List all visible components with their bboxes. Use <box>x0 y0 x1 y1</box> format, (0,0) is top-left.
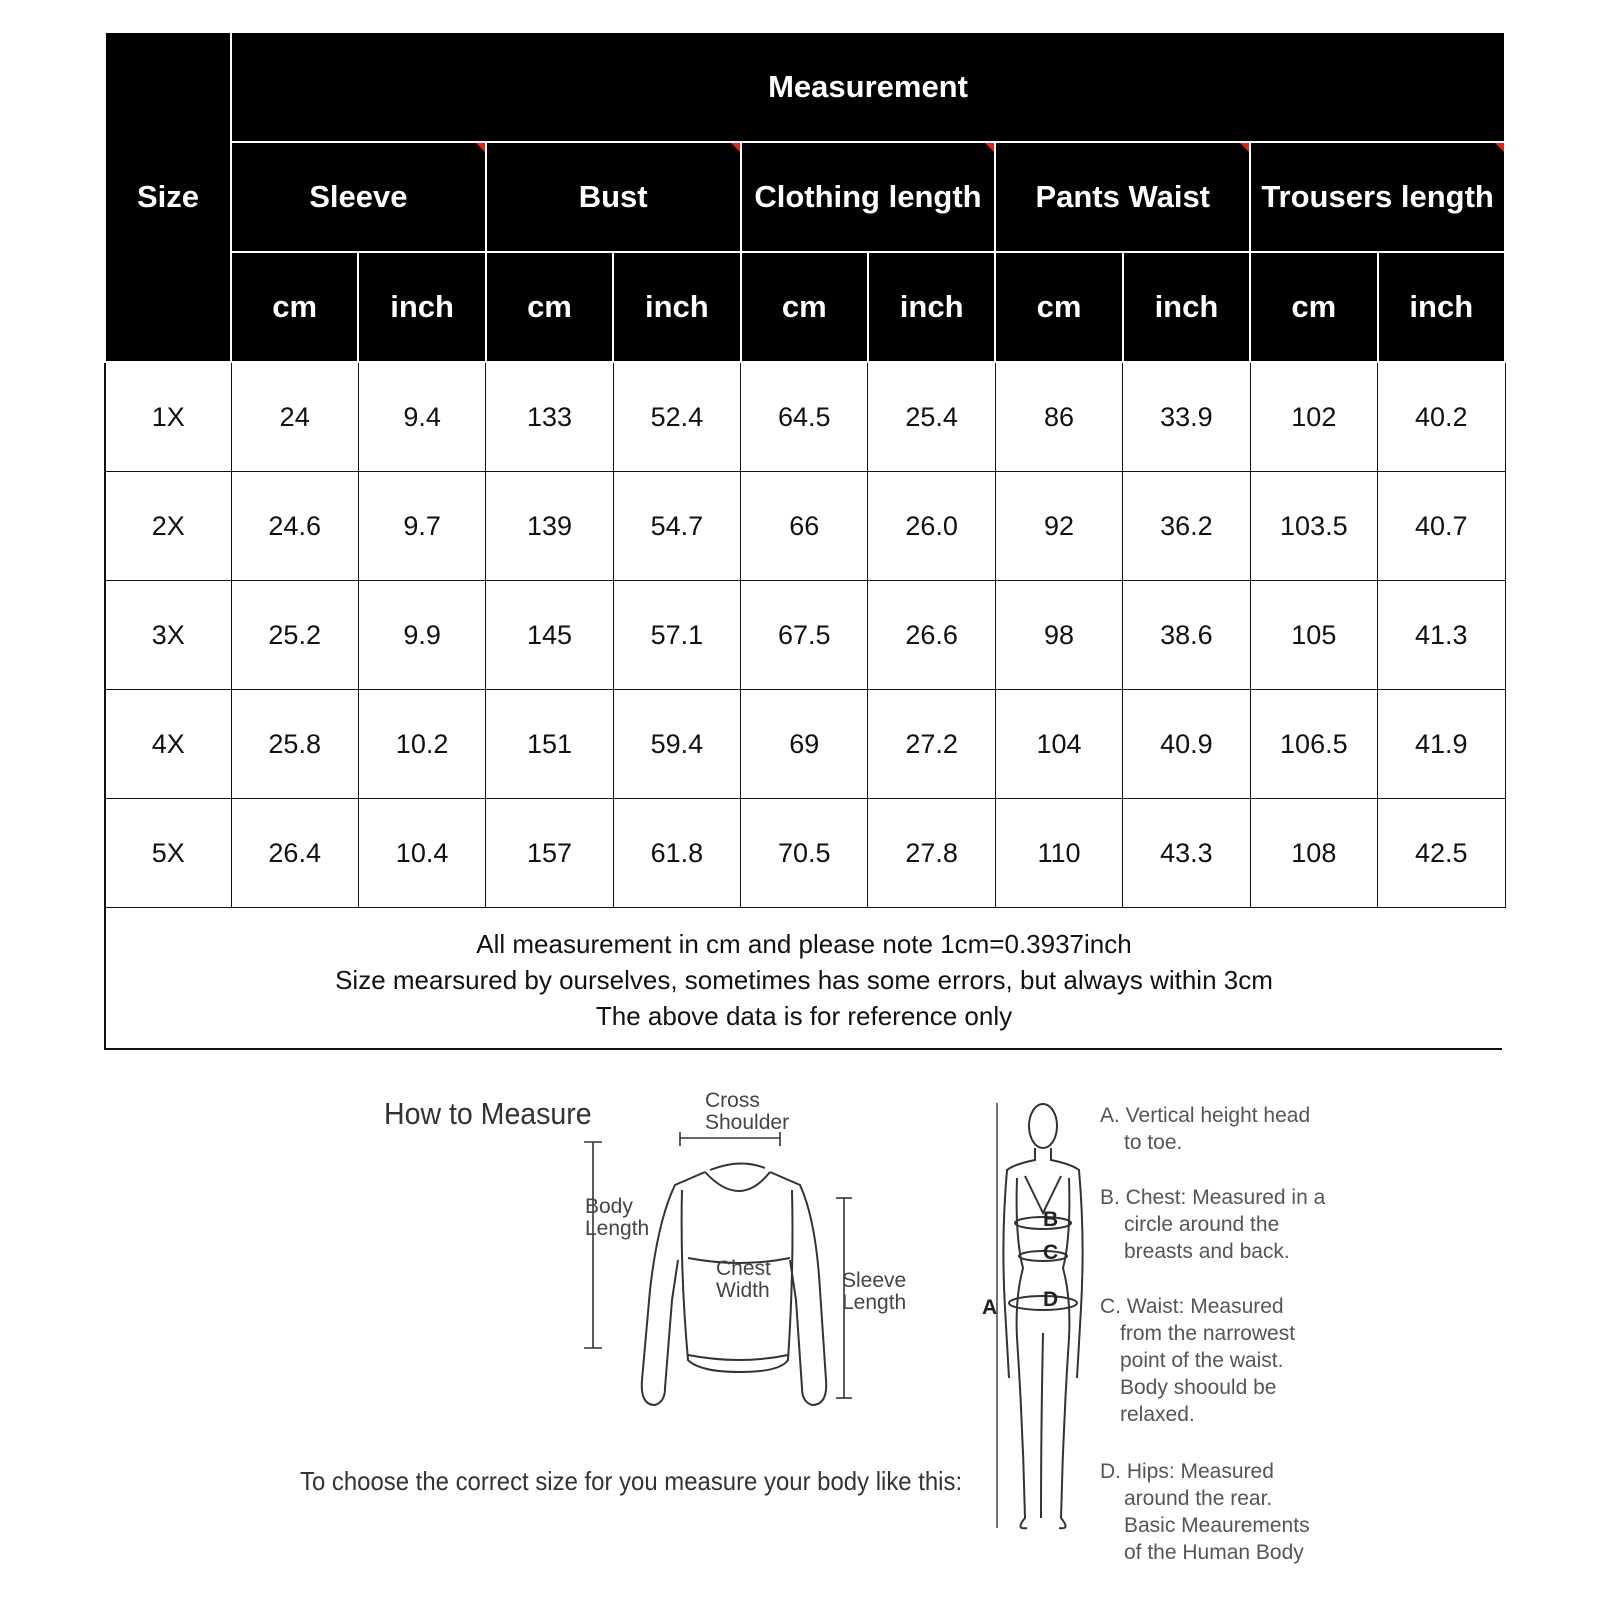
value-cell: 66 <box>741 472 868 581</box>
value-cell: 104 <box>995 690 1122 799</box>
unit-header: inch <box>358 252 485 362</box>
how-to-measure-caption: To choose the correct size for you measure your body like this: <box>300 1466 963 1496</box>
value-cell: 102 <box>1250 362 1377 472</box>
value-cell: 86 <box>995 362 1122 472</box>
size-cell: 4X <box>105 690 231 799</box>
group-header: Bust <box>486 142 741 252</box>
value-cell: 27.2 <box>868 690 995 799</box>
size-cell: 3X <box>105 581 231 690</box>
value-cell: 151 <box>486 690 613 799</box>
value-cell: 41.9 <box>1378 690 1506 799</box>
cross-shoulder-label: Cross Shoulder <box>705 1089 790 1134</box>
value-cell: 40.2 <box>1378 362 1506 472</box>
value-cell: 43.3 <box>1123 799 1250 908</box>
value-cell: 25.2 <box>231 581 358 690</box>
value-cell: 24 <box>231 362 358 472</box>
value-cell: 110 <box>995 799 1122 908</box>
value-cell: 9.9 <box>358 581 485 690</box>
size-chart-table-wrapper <box>104 31 1504 1050</box>
unit-header: inch <box>1123 252 1250 362</box>
value-cell: 54.7 <box>613 472 740 581</box>
value-cell: 25.4 <box>868 362 995 472</box>
value-cell: 67.5 <box>741 581 868 690</box>
value-cell: 24.6 <box>231 472 358 581</box>
value-cell: 42.5 <box>1378 799 1506 908</box>
value-cell: 139 <box>486 472 613 581</box>
table-row <box>105 581 1505 690</box>
table-row <box>105 472 1505 581</box>
unit-header: cm <box>741 252 868 362</box>
legend-item-d: D. Hips: Measured around the rear. Basic Meaurements of the Human Body <box>1100 1460 1310 1564</box>
how-to-measure-title: How to Measure <box>384 1096 592 1131</box>
value-cell: 10.4 <box>358 799 485 908</box>
value-cell: 25.8 <box>231 690 358 799</box>
body-letter-c: C <box>1043 1241 1059 1264</box>
value-cell: 103.5 <box>1250 472 1377 581</box>
note-line: Size mearsured by ourselves, sometimes has some errors, but always within 3cm <box>335 965 1273 995</box>
value-cell: 26.6 <box>868 581 995 690</box>
value-cell: 92 <box>995 472 1122 581</box>
size-chart-table <box>104 31 1506 908</box>
value-cell: 105 <box>1250 581 1377 690</box>
note-line: All measurement in cm and please note 1cm=0.3937inch <box>476 929 1132 959</box>
size-header: Size <box>105 32 231 362</box>
value-cell: 26.4 <box>231 799 358 908</box>
size-cell: 2X <box>105 472 231 581</box>
unit-header: cm <box>486 252 613 362</box>
unit-header: inch <box>868 252 995 362</box>
value-cell: 33.9 <box>1123 362 1250 472</box>
human-body-diagram-icon <box>995 1098 1105 1548</box>
size-cell: 1X <box>105 362 231 472</box>
size-cell: 5X <box>105 799 231 908</box>
sleeve-length-label: Sleeve Length <box>842 1269 907 1314</box>
value-cell: 157 <box>486 799 613 908</box>
unit-header: inch <box>613 252 740 362</box>
value-cell: 40.7 <box>1378 472 1506 581</box>
table-row <box>105 362 1505 472</box>
table-row <box>105 690 1505 799</box>
unit-header: inch <box>1378 252 1506 362</box>
measurement-header: Measurement <box>231 32 1505 142</box>
value-cell: 61.8 <box>613 799 740 908</box>
group-header: Sleeve <box>231 142 486 252</box>
value-cell: 26.0 <box>868 472 995 581</box>
note-line: The above data is for reference only <box>595 1001 1013 1031</box>
value-cell: 106.5 <box>1250 690 1377 799</box>
value-cell: 108 <box>1250 799 1377 908</box>
value-cell: 9.7 <box>358 472 485 581</box>
unit-header: cm <box>995 252 1122 362</box>
table-row <box>105 799 1505 908</box>
legend-item-b: B. Chest: Measured in a circle around the breasts and back. <box>1100 1186 1326 1263</box>
value-cell: 133 <box>486 362 613 472</box>
body-length-label: Body Length <box>585 1195 650 1240</box>
value-cell: 38.6 <box>1123 581 1250 690</box>
body-letter-a: A <box>982 1296 998 1319</box>
group-header: Pants Waist <box>995 142 1250 252</box>
chest-width-label: Chest Width <box>716 1257 771 1302</box>
value-cell: 36.2 <box>1123 472 1250 581</box>
unit-header: cm <box>231 252 358 362</box>
value-cell: 41.3 <box>1378 581 1506 690</box>
value-cell: 57.1 <box>613 581 740 690</box>
group-header: Trousers length <box>1250 142 1505 252</box>
value-cell: 59.4 <box>613 690 740 799</box>
value-cell: 69 <box>741 690 868 799</box>
value-cell: 52.4 <box>613 362 740 472</box>
body-letter-d: D <box>1043 1288 1059 1311</box>
value-cell: 10.2 <box>358 690 485 799</box>
value-cell: 145 <box>486 581 613 690</box>
value-cell: 64.5 <box>741 362 868 472</box>
body-letter-b: B <box>1043 1208 1059 1231</box>
measurement-notes <box>104 908 1502 1050</box>
legend-item-c: C. Waist: Measured from the narrowest point of the waist. Body shoould be relaxed. <box>1100 1295 1296 1426</box>
value-cell: 40.9 <box>1123 690 1250 799</box>
value-cell: 98 <box>995 581 1122 690</box>
value-cell: 9.4 <box>358 362 485 472</box>
value-cell: 70.5 <box>741 799 868 908</box>
group-header: Clothing length <box>741 142 996 252</box>
unit-header: cm <box>1250 252 1377 362</box>
value-cell: 27.8 <box>868 799 995 908</box>
legend-item-a: A. Vertical height head to toe. <box>1100 1104 1311 1154</box>
